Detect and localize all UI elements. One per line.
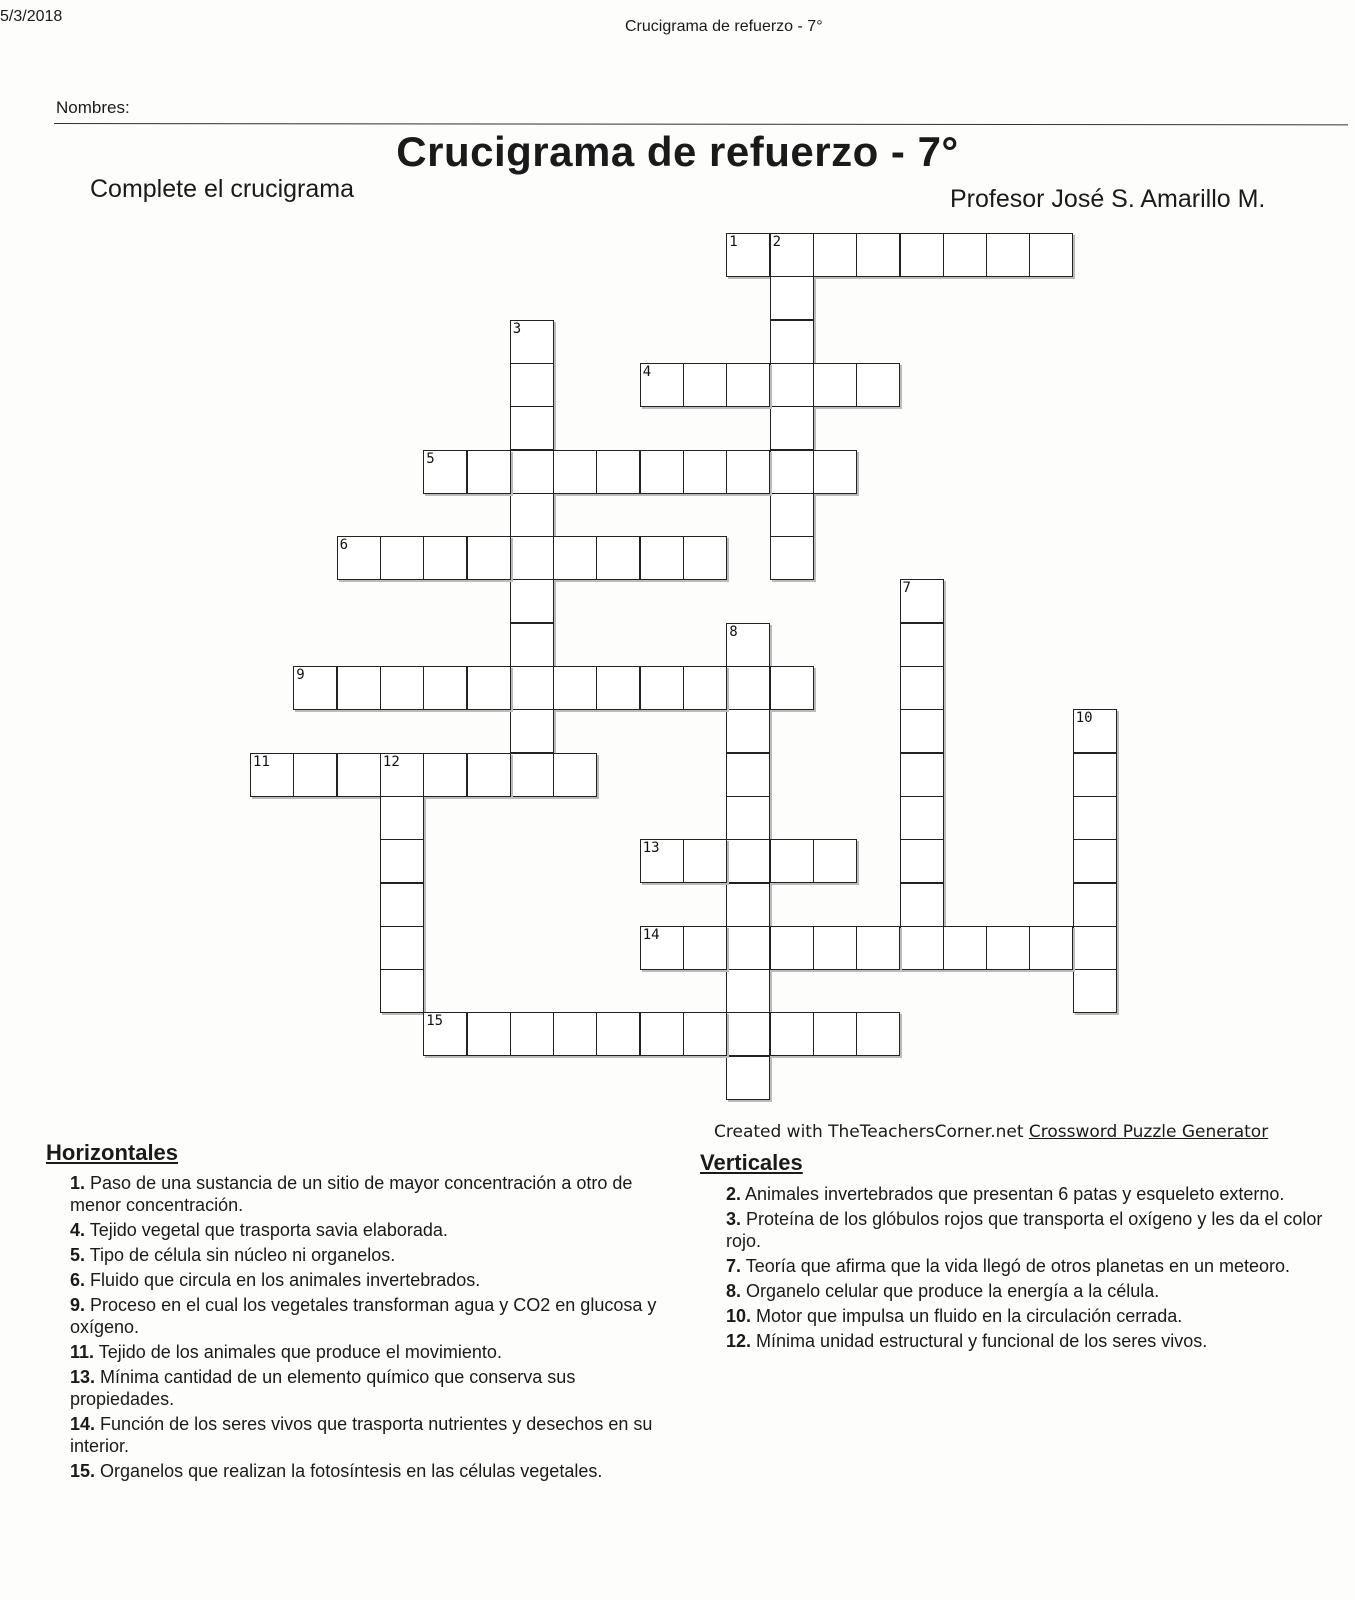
- crossword-cell[interactable]: [553, 536, 597, 580]
- page-title: Crucigrama de refuerzo - 7°: [396, 128, 959, 175]
- clue-item: [70, 1269, 670, 1291]
- clue-text: Mínima cantidad de un elemento químico que conserva sus propiedades.: [70, 1367, 576, 1409]
- crossword-cell[interactable]: [337, 536, 381, 580]
- crossword-cell[interactable]: [813, 233, 857, 277]
- crossword-cell[interactable]: [770, 450, 814, 494]
- cell-number: 8: [729, 623, 738, 640]
- crossword-cell[interactable]: [640, 1012, 684, 1056]
- crossword-cell[interactable]: [1073, 883, 1117, 927]
- crossword-cell[interactable]: [380, 839, 424, 883]
- crossword-cell[interactable]: [726, 1056, 770, 1100]
- crossword-cell[interactable]: [1029, 926, 1073, 970]
- crossword-cell[interactable]: [726, 233, 770, 277]
- crossword-cell[interactable]: [423, 1012, 467, 1056]
- crossword-cell[interactable]: [900, 666, 944, 710]
- clue-item: [70, 1294, 670, 1338]
- clue-number: 6.: [70, 1270, 86, 1290]
- crossword-cell[interactable]: [726, 709, 770, 753]
- cell-number: 15: [426, 1013, 444, 1030]
- crossword-cell[interactable]: [510, 623, 554, 667]
- crossword-cell[interactable]: [380, 753, 424, 797]
- clue-text: Proteína de los glóbulos rojos que transporta el oxígeno y les da el color rojo.: [726, 1209, 1323, 1251]
- crossword-cell[interactable]: [770, 666, 814, 710]
- names-line: [54, 123, 1348, 125]
- clue-item: [726, 1183, 1326, 1205]
- crossword-cell[interactable]: [553, 450, 597, 494]
- crossword-cell[interactable]: [380, 666, 424, 710]
- crossword-cell[interactable]: [683, 926, 727, 970]
- crossword-cell[interactable]: [726, 450, 770, 494]
- crossword-cell[interactable]: [726, 623, 770, 667]
- clue-number: 9.: [70, 1295, 86, 1315]
- crossword-cell[interactable]: [943, 233, 987, 277]
- crossword-cell[interactable]: [900, 233, 944, 277]
- clue-item: [70, 1341, 670, 1363]
- names-label: Nombres:: [56, 98, 130, 117]
- crossword-cell[interactable]: [813, 1012, 857, 1056]
- crossword-cell[interactable]: [467, 450, 511, 494]
- crossword-cell[interactable]: [900, 579, 944, 623]
- crossword-cell[interactable]: [510, 320, 554, 364]
- crossword-cell[interactable]: [596, 1012, 640, 1056]
- clue-text: Proceso en el cual los vegetales transforman agua y CO2 en glucosa y oxígeno.: [70, 1295, 657, 1337]
- crossword-cell[interactable]: [856, 926, 900, 970]
- crossword-cell[interactable]: [640, 839, 684, 883]
- clue-text: Tipo de célula sin núcleo ni organelos.: [89, 1245, 396, 1265]
- crossword-cell[interactable]: [683, 363, 727, 407]
- crossword-cell[interactable]: [726, 1012, 770, 1056]
- crossword-cell[interactable]: [640, 363, 684, 407]
- crossword-cell[interactable]: [900, 623, 944, 667]
- crossword-cell[interactable]: [900, 753, 944, 797]
- clue-text: Tejido de los animales que produce el movimiento.: [98, 1342, 502, 1362]
- crossword-cell[interactable]: [510, 536, 554, 580]
- crossword-cell[interactable]: [337, 753, 381, 797]
- clue-item: [726, 1208, 1326, 1252]
- crossword-cell[interactable]: [510, 579, 554, 623]
- clue-item: [726, 1330, 1326, 1352]
- crossword-cell[interactable]: [986, 233, 1030, 277]
- crossword-cell[interactable]: [1073, 926, 1117, 970]
- crossword-cell[interactable]: [510, 363, 554, 407]
- crossword-cell[interactable]: [770, 320, 814, 364]
- clue-number: 3.: [726, 1209, 742, 1229]
- vertical-heading: Verticales: [700, 1150, 803, 1175]
- crossword-cell[interactable]: [640, 536, 684, 580]
- crossword-cell[interactable]: [250, 753, 294, 797]
- cell-number: 12: [382, 753, 400, 770]
- crossword-cell[interactable]: [683, 536, 727, 580]
- cell-number: 3: [512, 320, 522, 337]
- crossword-cell[interactable]: [683, 666, 727, 710]
- clue-number: 13.: [70, 1367, 96, 1387]
- crossword-cell[interactable]: [770, 839, 814, 883]
- crossword-cell[interactable]: [380, 536, 424, 580]
- teacher-name: Profesor José S. Amarillo M.: [950, 185, 1266, 213]
- clue-text: Teoría que afirma que la vida llegó de otros planetas en un meteoro.: [745, 1256, 1291, 1276]
- clue-text: Motor que impulsa un fluido en la circulación cerrada.: [756, 1306, 1183, 1326]
- clue-text: Tejido vegetal que trasporta savia elaborada.: [89, 1220, 448, 1240]
- clue-text: Animales invertebrados que presentan 6 patas y esqueleto externo.: [745, 1184, 1285, 1204]
- clue-number: 12.: [726, 1331, 752, 1351]
- crossword-cell[interactable]: [640, 666, 684, 710]
- crossword-cell[interactable]: [726, 839, 770, 883]
- crossword-cell[interactable]: [467, 536, 511, 580]
- crossword-cell[interactable]: [813, 363, 857, 407]
- crossword-cell[interactable]: [293, 753, 337, 797]
- clue-text: Organelos que realizan la fotosíntesis en las células vegetales.: [100, 1461, 603, 1481]
- crossword-cell[interactable]: [423, 753, 467, 797]
- cell-number: 4: [642, 363, 652, 380]
- print-date: 5/3/2018: [0, 8, 63, 25]
- crossword-cell[interactable]: [900, 883, 944, 927]
- crossword-cell[interactable]: [770, 276, 814, 320]
- cell-number: 9: [296, 667, 305, 683]
- crossword-cell[interactable]: [640, 450, 684, 494]
- clue-number: 5.: [70, 1245, 86, 1265]
- crossword-cell[interactable]: [423, 666, 467, 710]
- horizontal-heading: Horizontales: [46, 1140, 179, 1165]
- clue-item: [70, 1219, 670, 1241]
- crossword-cell[interactable]: [856, 1012, 900, 1056]
- crossword-cell[interactable]: [510, 493, 554, 537]
- crossword-cell[interactable]: [770, 406, 814, 450]
- crossword-cell[interactable]: [683, 450, 727, 494]
- clue-number: 2.: [726, 1184, 742, 1204]
- clue-number: 14.: [70, 1414, 96, 1434]
- clue-item: [70, 1366, 670, 1410]
- clue-item: [726, 1305, 1326, 1327]
- crossword-cell[interactable]: [770, 1012, 814, 1056]
- instructions: Complete el crucigrama: [90, 175, 354, 203]
- crossword-cell[interactable]: [380, 926, 424, 970]
- crossword-cell[interactable]: [1073, 969, 1117, 1013]
- cell-number: 13: [642, 840, 660, 857]
- crossword-cell[interactable]: [1073, 839, 1117, 883]
- clue-item: [726, 1255, 1326, 1277]
- horizontal-clue-list: [70, 1172, 670, 1485]
- credit-line: [714, 1122, 1268, 1142]
- crossword-cell[interactable]: [900, 839, 944, 883]
- crossword-cell[interactable]: [900, 709, 944, 753]
- crossword-cell[interactable]: [900, 926, 944, 970]
- crossword-cell[interactable]: [553, 666, 597, 710]
- vertical-clue-list: [726, 1183, 1326, 1355]
- cell-number: 11: [253, 753, 270, 770]
- crossword-cell[interactable]: [510, 450, 554, 494]
- cell-number: 1: [729, 234, 738, 250]
- crossword-cell[interactable]: [553, 1012, 597, 1056]
- crossword-cell[interactable]: [380, 883, 424, 927]
- crossword-cell[interactable]: [293, 666, 337, 710]
- crossword-cell[interactable]: [770, 233, 814, 277]
- crossword-cell[interactable]: [1073, 796, 1117, 840]
- crossword-cell[interactable]: [596, 450, 640, 494]
- crossword-cell[interactable]: [726, 666, 770, 710]
- print-header: Crucigrama de refuerzo - 7°: [625, 18, 823, 35]
- crossword-cell[interactable]: [856, 233, 900, 277]
- crossword-cell[interactable]: [337, 666, 381, 710]
- crossword-cell[interactable]: [856, 363, 900, 407]
- crossword-cell[interactable]: [1029, 233, 1073, 277]
- crossword-cell[interactable]: [510, 666, 554, 710]
- clue-item: [70, 1244, 670, 1266]
- cell-number: 5: [426, 450, 435, 467]
- crossword-cell[interactable]: [510, 709, 554, 753]
- crossword-cell[interactable]: [640, 926, 684, 970]
- crossword-cell[interactable]: [683, 839, 727, 883]
- crossword-cell[interactable]: [683, 1012, 727, 1056]
- clue-number: 15.: [70, 1461, 96, 1481]
- crossword-cell[interactable]: [813, 450, 857, 494]
- crossword-cell[interactable]: [596, 666, 640, 710]
- crossword-cell[interactable]: [423, 450, 467, 494]
- crossword-cell[interactable]: [467, 753, 511, 797]
- credit-link[interactable]: Crossword Puzzle Generator: [1028, 1122, 1269, 1142]
- crossword-cell[interactable]: [510, 406, 554, 450]
- crossword-cell[interactable]: [467, 666, 511, 710]
- clue-text: Fluido que circula en los animales invertebrados.: [90, 1270, 481, 1290]
- crossword-cell[interactable]: [726, 926, 770, 970]
- clue-number: 7.: [726, 1256, 742, 1276]
- clue-text: Mínima unidad estructural y funcional de los seres vivos.: [756, 1331, 1208, 1351]
- crossword-cell[interactable]: [726, 796, 770, 840]
- crossword-cell[interactable]: [770, 536, 814, 580]
- clue-item: [70, 1413, 670, 1457]
- crossword-cell[interactable]: [726, 753, 770, 797]
- clue-number: 11.: [70, 1342, 95, 1362]
- cell-number: 7: [902, 580, 911, 597]
- cell-number: 2: [772, 234, 782, 250]
- crossword-cell[interactable]: [510, 1012, 554, 1056]
- crossword-cell[interactable]: [900, 796, 944, 840]
- clue-text: Organelo celular que produce la energía a la célula.: [746, 1281, 1160, 1301]
- clue-item: [70, 1460, 670, 1482]
- clue-item: [726, 1280, 1326, 1302]
- cell-number: 14: [642, 926, 660, 943]
- crossword-cell[interactable]: [770, 926, 814, 970]
- clue-number: 8.: [726, 1281, 742, 1301]
- crossword-cell[interactable]: [726, 969, 770, 1013]
- clue-number: 4.: [70, 1220, 86, 1240]
- crossword-cell[interactable]: [813, 926, 857, 970]
- crossword-cell[interactable]: [423, 536, 467, 580]
- crossword-cell[interactable]: [467, 1012, 511, 1056]
- crossword-cell[interactable]: [986, 926, 1030, 970]
- crossword-cell[interactable]: [813, 839, 857, 883]
- crossword-cell[interactable]: [380, 796, 424, 840]
- clue-text: Paso de una sustancia de un sitio de mayor concentración a otro de menor concentración.: [70, 1173, 633, 1215]
- clue-item: [70, 1172, 670, 1216]
- crossword-cell[interactable]: [726, 883, 770, 927]
- cell-number: 6: [339, 537, 349, 554]
- crossword-cell[interactable]: [943, 926, 987, 970]
- crossword-cell[interactable]: [553, 753, 597, 797]
- clue-text: Función de los seres vivos que trasporta nutrientes y desechos en su interior.: [70, 1414, 653, 1456]
- crossword-cell[interactable]: [596, 536, 640, 580]
- crossword-cell[interactable]: [1073, 709, 1117, 753]
- credit-prefix: Created with TheTeachersCorner.net: [714, 1122, 1029, 1142]
- crossword-cell[interactable]: [770, 493, 814, 537]
- cell-number: 10: [1075, 710, 1093, 727]
- crossword-cell[interactable]: [726, 363, 770, 407]
- clue-number: 1.: [70, 1173, 86, 1193]
- crossword-cell[interactable]: [510, 753, 554, 797]
- crossword-cell[interactable]: [770, 363, 814, 407]
- crossword-cell[interactable]: [1073, 753, 1117, 797]
- clue-number: 10.: [726, 1306, 752, 1326]
- crossword-cell[interactable]: [380, 969, 424, 1013]
